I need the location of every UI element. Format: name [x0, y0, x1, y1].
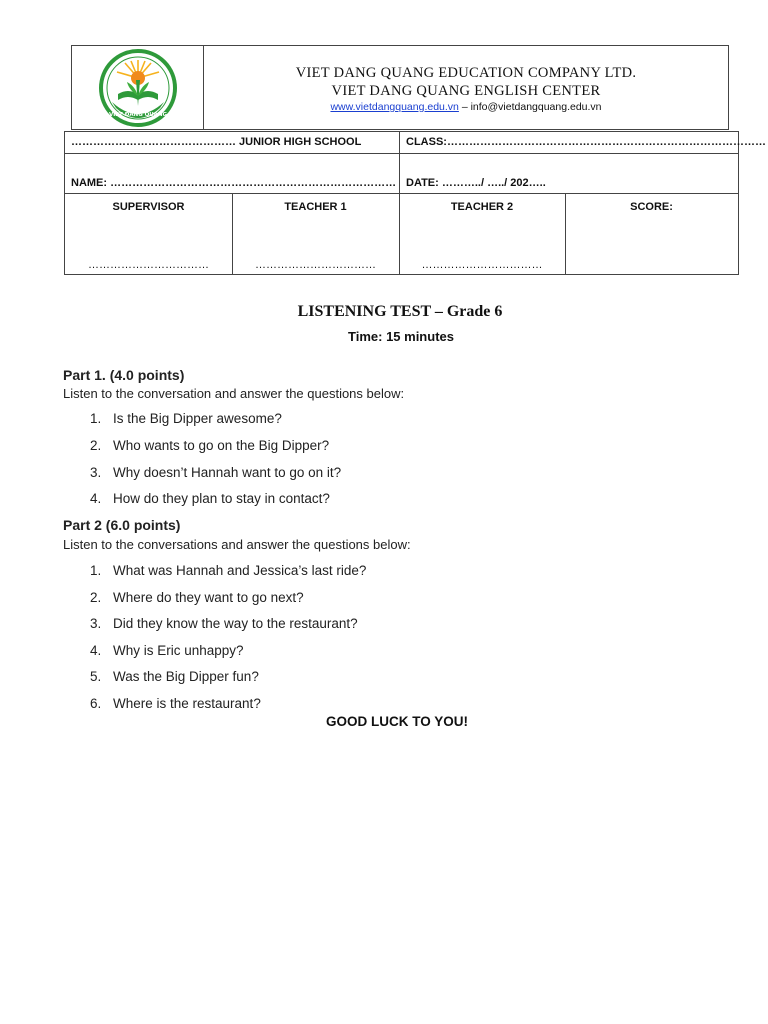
- question-text: Where is the restaurant?: [113, 696, 261, 711]
- question-number: 2.: [90, 590, 102, 605]
- good-luck-message: GOOD LUCK TO YOU!: [325, 714, 468, 729]
- school-class-row: [65, 132, 766, 154]
- part1-title: Part 1. (4.0 points): [63, 367, 185, 383]
- part2-question: [90, 696, 261, 711]
- teacher1-label: TEACHER 1: [284, 201, 347, 213]
- class-field: CLASS:……………………………………………………………………………: [406, 136, 766, 148]
- part1-question: [90, 411, 282, 426]
- part2-question: [90, 616, 358, 631]
- company-logo: [98, 48, 178, 128]
- question-number: 3.: [90, 465, 102, 480]
- question-number: 4.: [90, 643, 102, 658]
- part2-question: [90, 563, 366, 578]
- teacher1-signature-line: ……………………………: [255, 259, 376, 271]
- part1-question: [90, 491, 330, 506]
- question-text: What was Hannah and Jessica’s last ride?: [113, 563, 367, 578]
- question-text: Where do they want to go next?: [113, 590, 304, 605]
- name-date-row: [65, 153, 738, 194]
- name-field: NAME: ……………………………………………………………………: [71, 177, 397, 189]
- test-time: Time: 15 minutes: [348, 329, 454, 344]
- part2-question: [90, 590, 304, 605]
- contact-separator: –: [458, 101, 471, 113]
- question-number: 1.: [90, 563, 102, 578]
- part1-question: [90, 438, 329, 453]
- part2-question: [90, 643, 244, 658]
- column-divider: [399, 153, 400, 193]
- question-number: 5.: [90, 669, 102, 684]
- question-text: Why is Eric unhappy?: [113, 643, 244, 658]
- part2-instruction: Listen to the conversations and answer the questions below:: [63, 537, 411, 552]
- email-text: info@vietdangquang.edu.vn: [470, 101, 602, 113]
- question-number: 2.: [90, 438, 102, 453]
- part1-instruction: Listen to the conversation and answer the questions below:: [63, 386, 405, 401]
- supervisor-signature-line: ……………………………: [88, 259, 209, 271]
- test-title: LISTENING TEST – Grade 6: [297, 303, 503, 320]
- question-number: 6.: [90, 696, 102, 711]
- signature-row: [65, 193, 738, 274]
- question-text: Was the Big Dipper fun?: [113, 669, 259, 684]
- question-text: Is the Big Dipper awesome?: [113, 411, 282, 426]
- question-number: 1.: [90, 411, 102, 426]
- teacher2-label: TEACHER 2: [450, 201, 514, 213]
- score-label: SCORE:: [630, 201, 673, 213]
- part2-question: [90, 669, 259, 684]
- teacher2-signature-line: ……………………………: [421, 259, 543, 271]
- company-name: VIET DANG QUANG EDUCATION COMPANY LTD.: [295, 65, 637, 81]
- supervisor-label: SUPERVISOR: [112, 201, 185, 213]
- contact-line: [204, 100, 728, 114]
- header-box: [71, 45, 729, 130]
- question-number: 3.: [90, 616, 102, 631]
- question-text: Why doesn’t Hannah want to go on it?: [113, 465, 342, 480]
- question-text: How do they plan to stay in contact?: [113, 491, 330, 506]
- company-block: [204, 64, 728, 114]
- part1-question: [90, 465, 341, 480]
- date-field: DATE: ………../ …../ 202…..: [406, 177, 546, 189]
- part2-title: Part 2 (6.0 points): [63, 517, 181, 533]
- question-text: Who wants to go on the Big Dipper?: [113, 438, 330, 453]
- question-number: 4.: [90, 491, 102, 506]
- question-text: Did they know the way to the restaurant?: [113, 616, 358, 631]
- column-divider: [399, 132, 400, 153]
- student-info-table: [64, 131, 766, 275]
- logo-cell: [72, 46, 204, 129]
- svg-text:VIET ĐĂNG QUANG: VIET ĐĂNG QUANG: [109, 112, 167, 118]
- center-name: VIET DANG QUANG ENGLISH CENTER: [331, 83, 601, 99]
- school-field: ……………………………………… JUNIOR HIGH SCHOOL: [71, 136, 362, 148]
- website-link[interactable]: www.vietdangquang.edu.vn: [330, 101, 459, 113]
